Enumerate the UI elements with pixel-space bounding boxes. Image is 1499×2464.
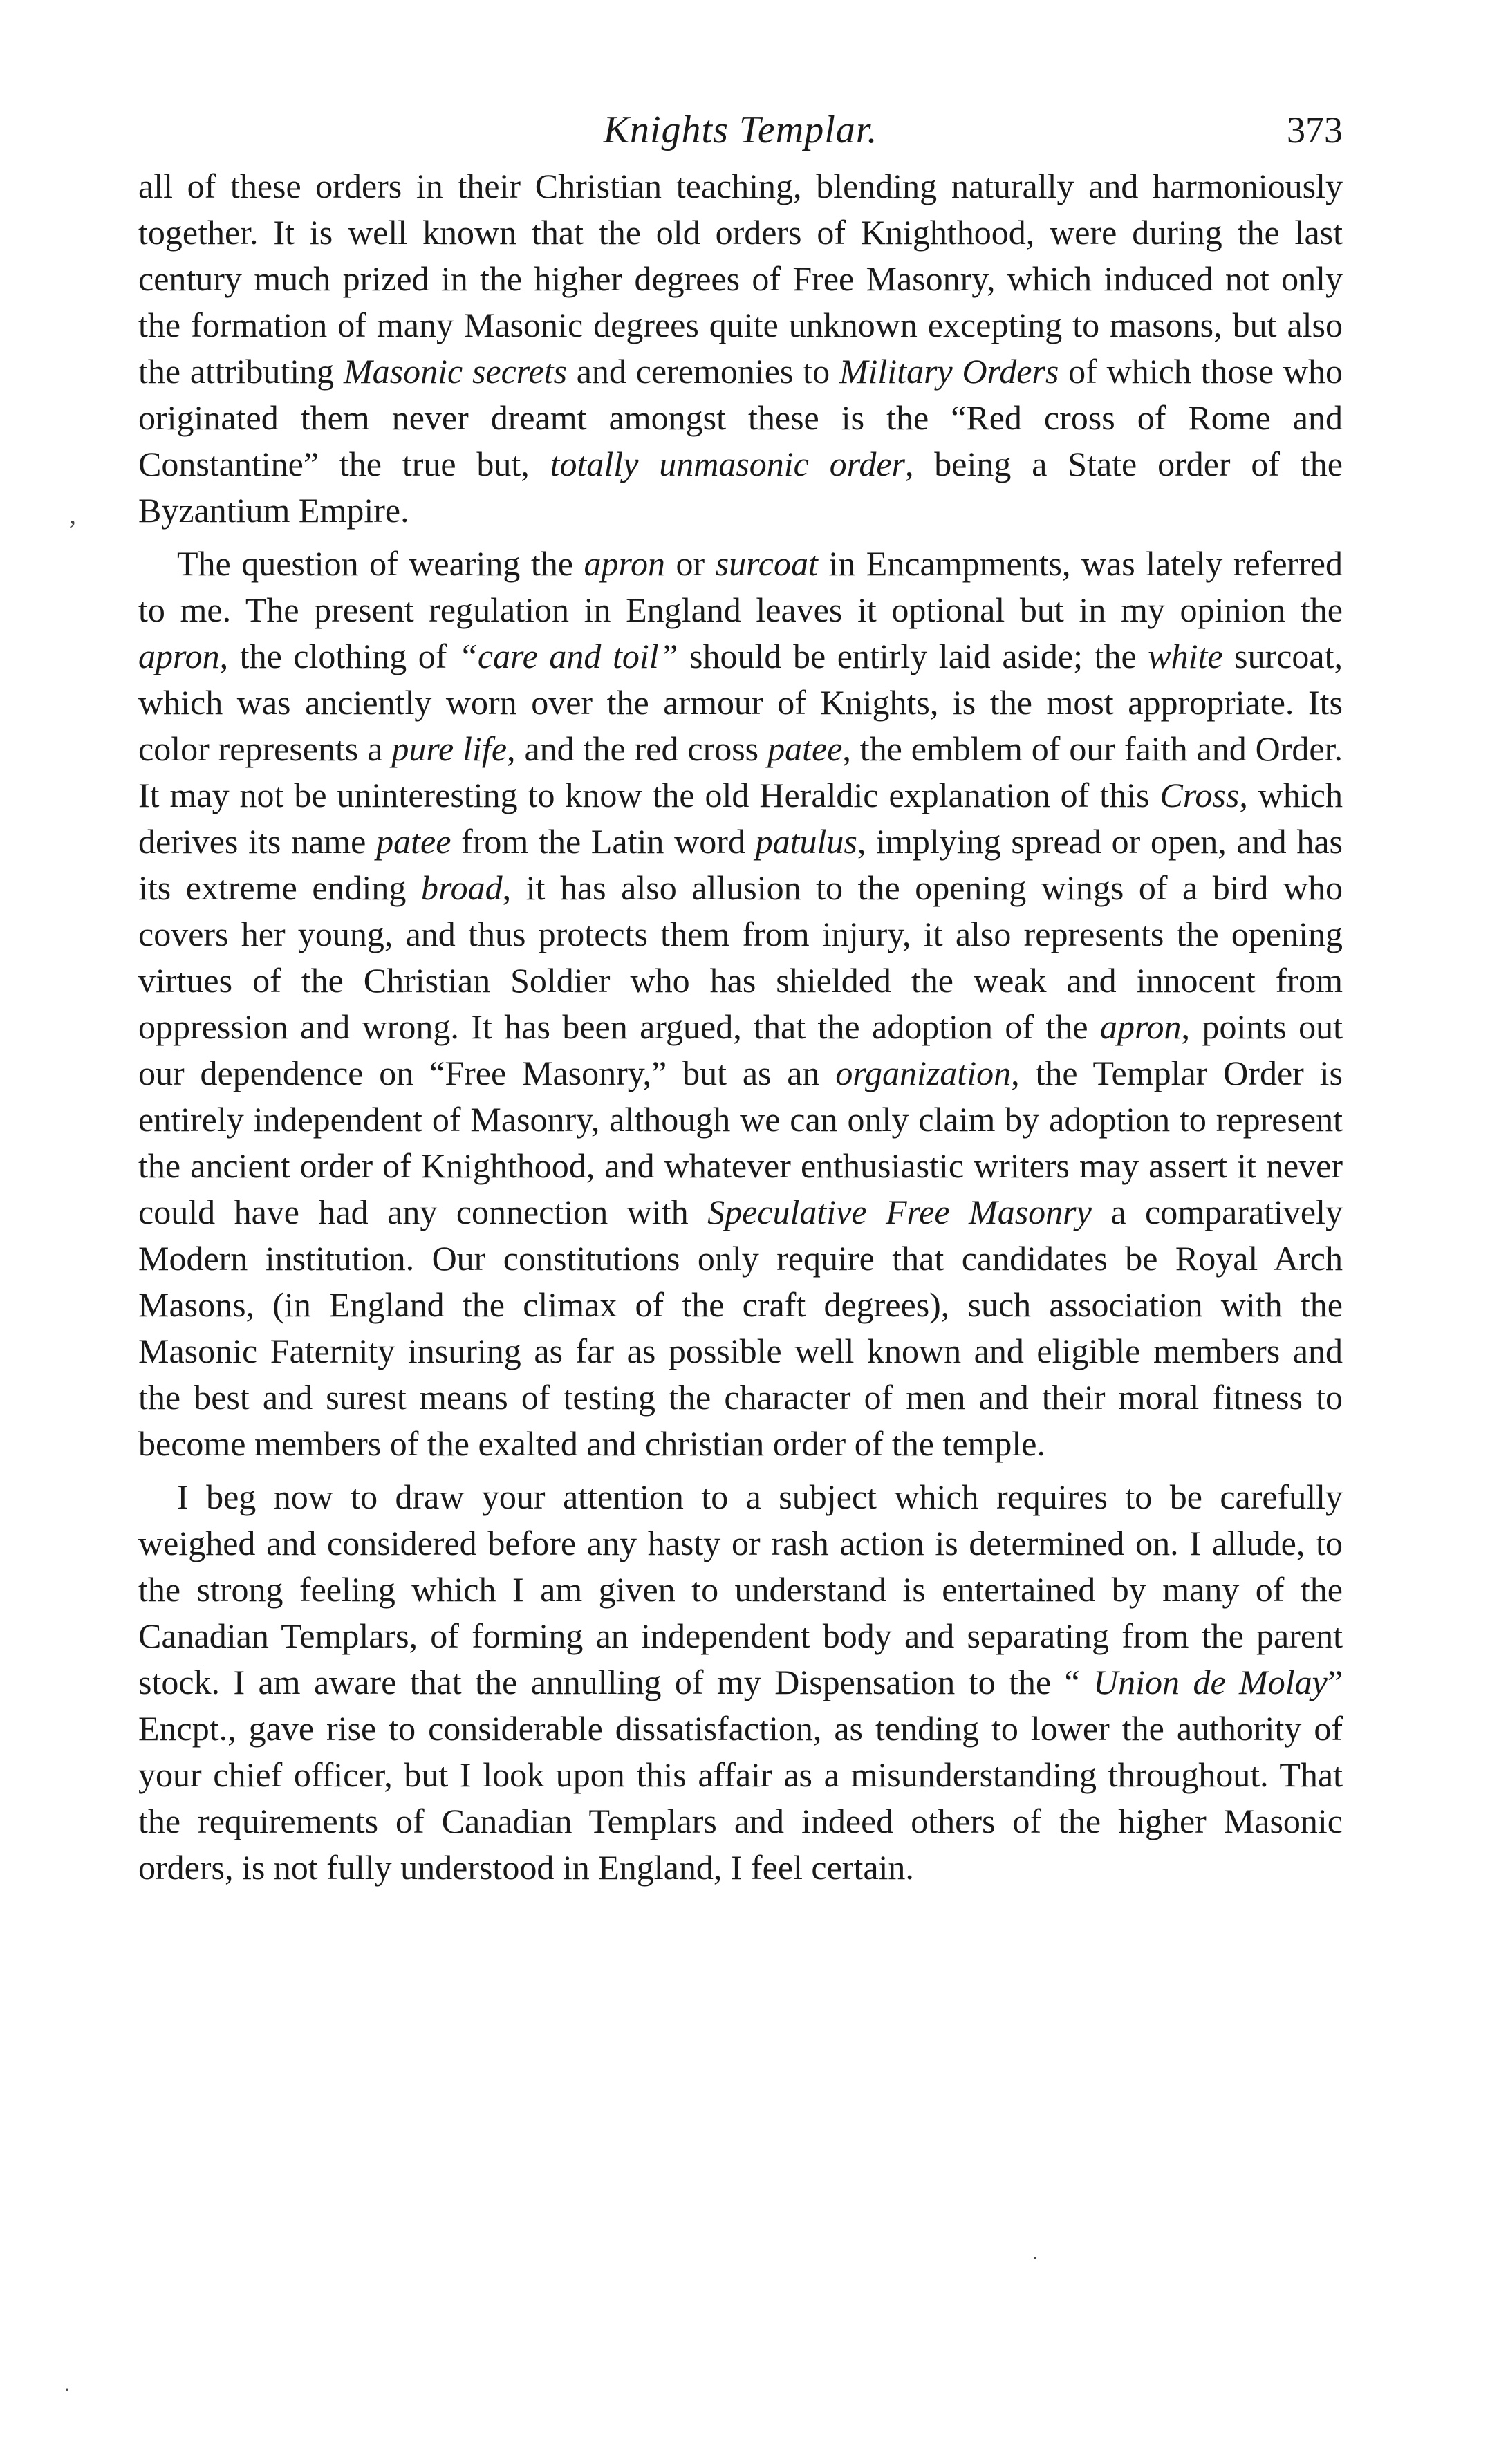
text-run: , which derives its name [138,776,1343,861]
text-run: from the Latin word [451,822,756,861]
italic-phrase: patulus [755,822,857,861]
italic-phrase: pure life [391,729,508,768]
italic-phrase: apron [138,637,220,675]
paragraph [138,541,1343,1467]
text-run: should be entirly laid aside; the [678,637,1148,675]
text-run: all of these orders in their Christian teaching, blending naturally and harmoniously together. It is well known that the old orders of Knighthood, were during the last century much prized in the higher degrees of Free Masonry, which induced not only the formation of many Masonic degrees quite unknown excepting to masons, but also the attributing [138,167,1343,391]
text-run: of which those who originated them never dreamt amongst these is the “Red cross of Rome and Constantine” the true but, [138,352,1343,483]
italic-phrase: patee [767,729,843,768]
text-run: surcoat, which was anciently worn over the armour of Knights, is the most appropriate. Its color represents a [138,637,1343,768]
italic-phrase: apron [1099,1007,1182,1046]
italic-phrase: patee [376,822,451,861]
running-head [138,102,1343,158]
page-number: 373 [1287,109,1343,151]
italic-phrase: Cross [1160,776,1240,814]
italic-phrase: “care and toil” [458,637,678,675]
text-run: The question of wearing the [177,544,584,583]
text-run: I beg now to draw your attention to a subject which requires to be carefully weighed and considered before any hasty or rash action is determined on. I allude, to the strong feeling which I am given to understand is entertained by many of the Canadian Templars, of forming an independent body and separating from the parent stock. I am aware that the annulling of my Dispensation to the “ [138,1477,1343,1701]
running-title: Knights Templar. [603,109,878,151]
paragraph [138,163,1343,534]
paragraph [138,1474,1343,1891]
italic-phrase: white [1148,637,1223,675]
stray-dot-mark: · [1032,2247,1039,2270]
text-run: , and the red cross [507,729,768,768]
text-run: , the emblem of our faith and Order. It may not be uninteresting to know the old Heraldic explanation of this [138,729,1343,814]
text-run: , points out our dependence on “Free Masonry,” but as an [138,1007,1343,1092]
text-run: , the Templar Order is entirely independent of Masonry, although we can only claim by adoption to represent the ancient order of Knighthood, and whatever enthusiastic writers may assert it never could have had any connection with [138,1054,1343,1231]
text-run: , it has also allusion to the opening wings of a bird who covers her young, and thus protects them from injury, it also represents the opening virtues of the Christian Soldier who has shielded the weak and innocent from oppression and wrong. It has been argued, that the adoption of the [138,868,1343,1046]
text-run: a comparatively Modern institution. Our constitutions only require that candidates be Royal Arch Masons, (in England the climax of the craft degrees), such association with the Masonic Faternity insuring as far as possible well known and eligible members and the best and surest means of testing the character of men and their moral fitness to become members of the exalted and christian order of the temple. [138,1193,1343,1463]
italic-phrase: Masonic secrets [343,352,567,391]
text-run: or [665,544,716,583]
italic-phrase: surcoat [715,544,818,583]
italic-phrase: Military Orders [839,352,1059,391]
text-run: and ceremonies to [566,352,839,391]
stray-dot-mark: · [64,2378,71,2401]
text-run: , implying spread or open, and has its extreme ending [138,822,1343,907]
italic-phrase: Union de Molay [1093,1663,1328,1701]
margin-mark: , [69,498,76,530]
text-run: in Encampments, was lately referred to me. The present regulation in England leaves it optional but in my opinion the [138,544,1343,629]
italic-phrase: apron [584,544,666,583]
text-run: , being a State order of the Byzantium Empire. [138,445,1343,530]
italic-phrase: broad [420,868,503,907]
text-run: , the clothing of [219,637,459,675]
italic-phrase: organization [835,1054,1012,1092]
body-text [138,163,1343,1891]
text-run: ” Encpt., gave rise to considerable dissatisfaction, as tending to lower the authority of your chief officer, but I look upon this affair as a misunderstanding throughout. That the requirements of Canadian Templars and indeed others of the higher Masonic orders, is not fully understood in England, I feel certain. [138,1663,1343,1887]
italic-phrase: Speculative Free Masonry [707,1193,1092,1231]
italic-phrase: totally unmasonic order [550,445,905,483]
